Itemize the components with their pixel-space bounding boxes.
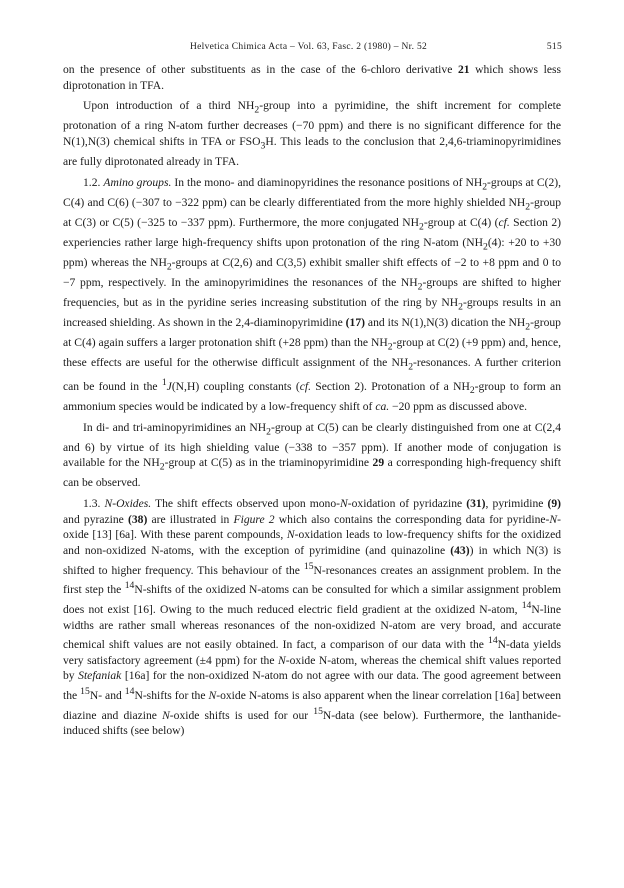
- paragraph-continuation: on the presence of other substituents as in the case of the 6-chloro derivative 21 which shows less diprotonation in TFA.: [63, 63, 561, 92]
- paragraph-n-oxides: 1.3. N-Oxides. The shift effects observed upon mono-N-oxidation of pyridazine (31), pyrimidine (9) and pyrazine (38) are illustrated in Figure 2 which also contains the corresponding data for pyridine-N-oxide [13] [6a]. With these parent compounds, N-oxidation leads to low-frequency shifts for the oxidized and non-oxidized N-atoms, with the exception of pyrimidine (and quinazoline (43)) in which N(3) is shifted to higher frequency. This behaviour of the $^{15}$N-resonances creates an assignment problem. In the first step the $^{14}$N-shifts of the oxidized N-atoms can be consulted for which a similar assignment problem does not exist [16]. Owing to the much reduced electric field gradient at the oxidized N-atom, $^{14}$N-line widths are rather small whereas resonances of the non-oxidized N-atom are very broad, and accurate chemical shift values are not easily obtained. In fact, a comparison of our data with the $^{14}$N-data yields very satisfactory agreement (±4 ppm) for the N-oxide N-atom, whereas the chemical shift values reported by Stefaniak [16a] for the non-oxidized N-atom do not agree with our data. The good agreement between the $^{15}$N- and $^{14}$N-shifts for the N-oxide N-atoms is also apparent when the linear correlation [16a] between diazine and diazine N-oxide shifts is used for our $^{15}$N-data (see below). Furthermore, the lanthanide-induced shifts (see below): [63, 497, 562, 738]
- running-header: [0, 42, 624, 58]
- body-text: [63, 62, 561, 744]
- paragraph-triamino: Upon introduction of a third $NH_2$-group into a pyrimidine, the shift increment for complete protonation of a ring N-atom further decreases (−70 ppm) and there is no significant difference for the N(1),N(3) chemical shifts in TFA or $FSO_3H$. This leads to the conclusion that 2,4,6-triaminopyrimidines are fully diprotonated already in TFA.: [63, 99, 561, 169]
- running-title: Helvetica Chimica Acta – Vol. 63, Fasc. 2 (1980) – Nr. 52: [190, 42, 428, 52]
- page-number: 515: [546, 42, 562, 52]
- paragraph-amino-groups: 1.2. Amino groups. In the mono- and diaminopyridines the resonance positions of $NH_2$-groups at C(2), C(4) and C(6) (−307 to −322 ppm) can be clearly differentiated from the more highly shielded $NH_2$-group at C(3) or C(5) (−325 to −337 ppm). Furthermore, the more conjugated $NH_2$-group at C(4) (cf. Section 2) experiencies rather large high-frequency shifts upon protonation of the ring N-atom ($NH_2(4)$: +20 to +30 ppm) whereas the $NH_2$-groups at C(2,6) and C(3,5) exhibit smaller shift effects of −2 to +8 ppm and 0 to −7 ppm, respectively. In the aminopyrimidines the resonances of the $NH_2$-groups are shifted to higher frequencies, but as in the pyridine series increasing substitution of the ring by $NH_2$-groups results in an increased shielding. As shown in the 2,4-diaminopyrimidine (17) and its N(1),N(3) dication the $NH_2$-group at C(4) again suffers a larger protonation shift (+28 ppm) than the $NH_2$-group at C(2) (+9 ppm) and, hence, these effects are useful for the otherwise difficult assignment of the $NH_2$-resonances. A further criterion can be found in the $^1$J(N,H) coupling constants (cf. Section 2). Protonation of a $NH_2$-group to form an ammonium species would be indicated by a low-frequency shift of ca. −20 ppm as discussed above.: [63, 175, 562, 413]
- paragraph-c5-amino: In di- and tri-aminopyrimidines an $NH_2$-group at C(5) can be clearly distinguished from one at C(2,4 and 6) by virtue of its high shielding value (−338 to −357 ppm). If another mode of conjugation is available for the $NH_2$-group at C(5) as in the triaminopyrimidine 29 a corresponding high-frequency shift can be observed.: [63, 420, 562, 490]
